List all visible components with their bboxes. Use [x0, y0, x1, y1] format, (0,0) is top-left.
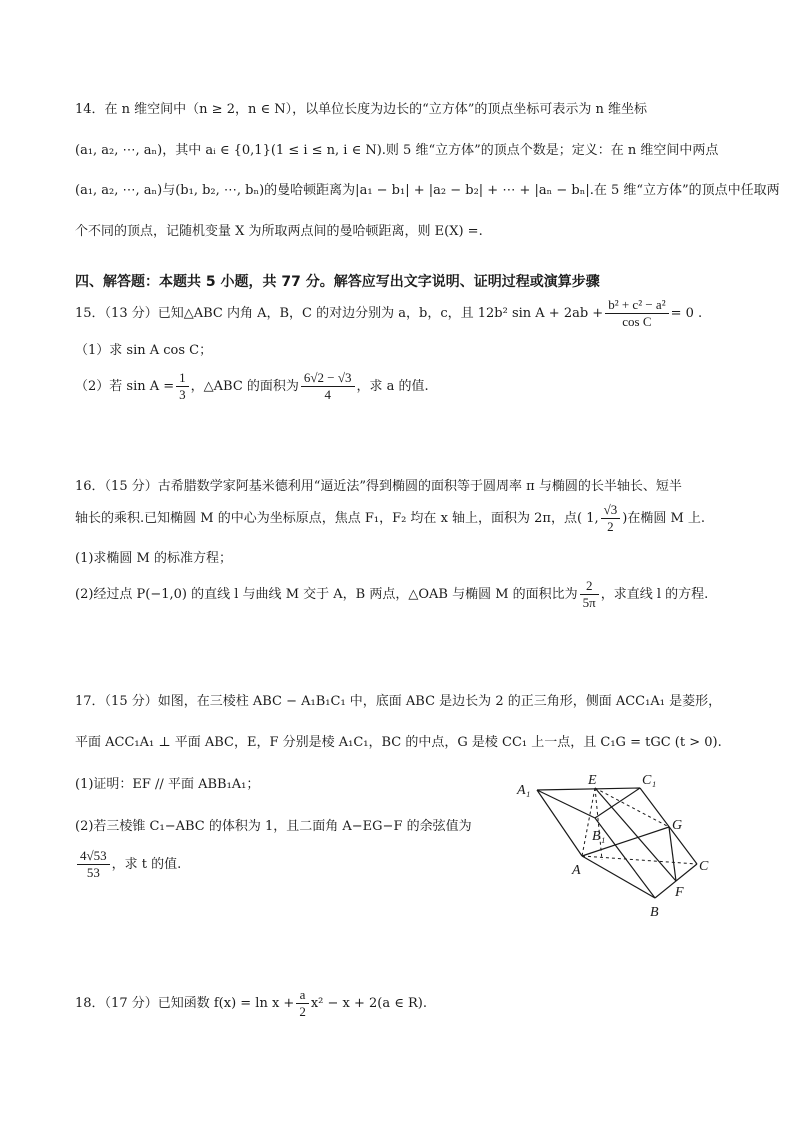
q16-part1: (1)求椭圆 M 的标准方程； [75, 551, 232, 566]
edge-c1-c [640, 788, 697, 864]
q17-part2-end: ，求 t 的值. [111, 857, 182, 872]
q17-part1: (1)证明：EF // 平面 ABB₁A₁； [75, 777, 260, 792]
label-a1: A₁ [517, 783, 531, 798]
q16-ratio-fraction [580, 578, 599, 611]
hidden-edge-a-c [582, 856, 697, 864]
q15-sinA-den: 3 [179, 387, 186, 402]
q15-part2 [75, 370, 429, 404]
q18-stem-end: x² − x + 2(a ∈ R). [310, 996, 427, 1011]
q15-stem-fraction [605, 297, 668, 330]
q17-line1: 17．（15 分）如图，在三棱柱 ABC − A₁B₁C₁ 中，底面 ABC 是边长为 2 的正三角形，侧面 ACC₁A₁ 是菱形， [75, 694, 722, 709]
q18-fraction [296, 987, 309, 1020]
q16-point-fraction [601, 502, 621, 535]
q16-line2 [75, 502, 705, 536]
q14-line2: (a₁, a₂, ⋯, aₙ)，其中 aᵢ ∈ {0,1}(1 ≤ i ≤ n, i ∈ N).则 5 维“立方体”的顶点个数是；定义：在 n 维空间中两点 [75, 143, 719, 158]
q16-part2 [75, 578, 708, 612]
q16-point-den: 2 [607, 519, 614, 534]
q16-point-close: ) [622, 511, 628, 526]
label-e: E [588, 773, 597, 788]
q17-line2: 平面 ACC₁A₁ ⊥ 平面 ABC，E，F 分别是棱 A₁C₁，BC 的中点，G 是棱 CC₁ 上一点，且 C₁G = tGC (t > 0). [75, 735, 722, 750]
q15-sinA-num: 1 [176, 370, 189, 387]
q16-ratio-num: 2 [580, 578, 599, 595]
q15-part2-text: （2）若 sin A = [75, 379, 175, 394]
label-g: G [672, 818, 683, 833]
q14-line4: 个不同的顶点，记随机变量 X 为所取两点间的曼哈顿距离，则 E(X) =. [75, 224, 483, 239]
q15-area-fraction [301, 370, 355, 403]
q15-part1: （1）求 sin A cos C； [75, 343, 213, 358]
label-c1: C₁ [642, 773, 657, 788]
q15-stem-num: b² + c² − a² [605, 297, 668, 314]
q16-line2-end: 在椭圆 M 上. [627, 511, 706, 526]
q16-point-open: ( 1, [576, 511, 599, 526]
q15-part2-mid: ，△ABC 的面积为 [190, 379, 299, 394]
label-a: A [572, 863, 581, 878]
q17-part2-cont [75, 848, 181, 882]
q18-num: a [296, 987, 309, 1004]
edge-a1-c1 [537, 788, 640, 790]
label-c: C [699, 859, 709, 874]
edge-a-b [582, 856, 655, 898]
q15-area-num: 6√2 − √3 [301, 370, 355, 387]
q16-line1: 16．（15 分）古希腊数学家阿基米德利用“逼近法”得到椭圆的面积等于圆周率 π 与椭圆的长半轴长、短半 [75, 479, 682, 494]
q17-cos-num: 4√53 [77, 848, 110, 865]
q15-area-den: 4 [324, 387, 331, 402]
q15-stem-text: 15．（13 分）已知△ABC 内角 A，B，C 的对边分别为 a，b，c，且 12b² sin A + 2ab + [75, 306, 604, 321]
hidden-segment-e-a [582, 788, 595, 856]
q17-cos-fraction [77, 848, 110, 881]
q14-line1: 14．在 n 维空间中（n ≥ 2，n ∈ N），以单位长度为边长的“立方体”的顶点坐标可表示为 n 维坐标 [75, 102, 648, 117]
q16-point-num: √3 [601, 502, 621, 519]
q15-stem-end: = 0 . [670, 306, 703, 321]
q18-stem-text: 18．（17 分）已知函数 f(x) = ln x + [75, 996, 295, 1011]
q15-part2-end: ，求 a 的值. [356, 379, 429, 394]
q15-stem-den: cos C [622, 314, 652, 329]
q16-line2-text: 轴长的乘积.已知椭圆 M 的中心为坐标原点，焦点 F₁，F₂ 均在 x 轴上，面积为 2π，点 [75, 511, 577, 526]
q16-part2-end: ，求直线 l 的方程. [600, 587, 709, 602]
q16-part2-text: (2)经过点 P(−1,0) 的直线 l 与曲线 M 交于 A，B 两点，△OAB 与椭圆 M 的面积比为 [75, 587, 578, 602]
label-b: B [650, 905, 659, 920]
prism-figure [512, 768, 712, 928]
q16-ratio-den: 5π [582, 595, 596, 610]
label-f: F [675, 885, 684, 900]
section-heading: 四、解答题：本题共 5 小题，共 77 分。解答应写出文字说明、证明过程或演算步骤 [75, 274, 600, 290]
q18-den: 2 [299, 1004, 306, 1019]
edge-a1-a [537, 790, 582, 856]
q15-stem [75, 297, 702, 331]
q15-sinA-fraction [176, 370, 189, 403]
q18-stem [75, 987, 427, 1021]
label-b1: B₁ [592, 829, 606, 844]
q17-part2: (2)若三棱锥 C₁−ABC 的体积为 1，且二面角 A−EG−F 的余弦值为 [75, 819, 472, 834]
hidden-segment-e-foot [595, 788, 602, 860]
q17-cos-den: 53 [86, 865, 100, 880]
edge-a1-b1 [537, 790, 595, 818]
q14-line3: (a₁, a₂, ⋯, aₙ)与(b₁, b₂, ⋯, bₙ)的曼哈顿距离为|a₁ − b₁| + |a₂ − b₂| + ⋯ + |aₙ − bₙ|.在 5 维“立方体”的顶点中任取两 [75, 183, 780, 198]
